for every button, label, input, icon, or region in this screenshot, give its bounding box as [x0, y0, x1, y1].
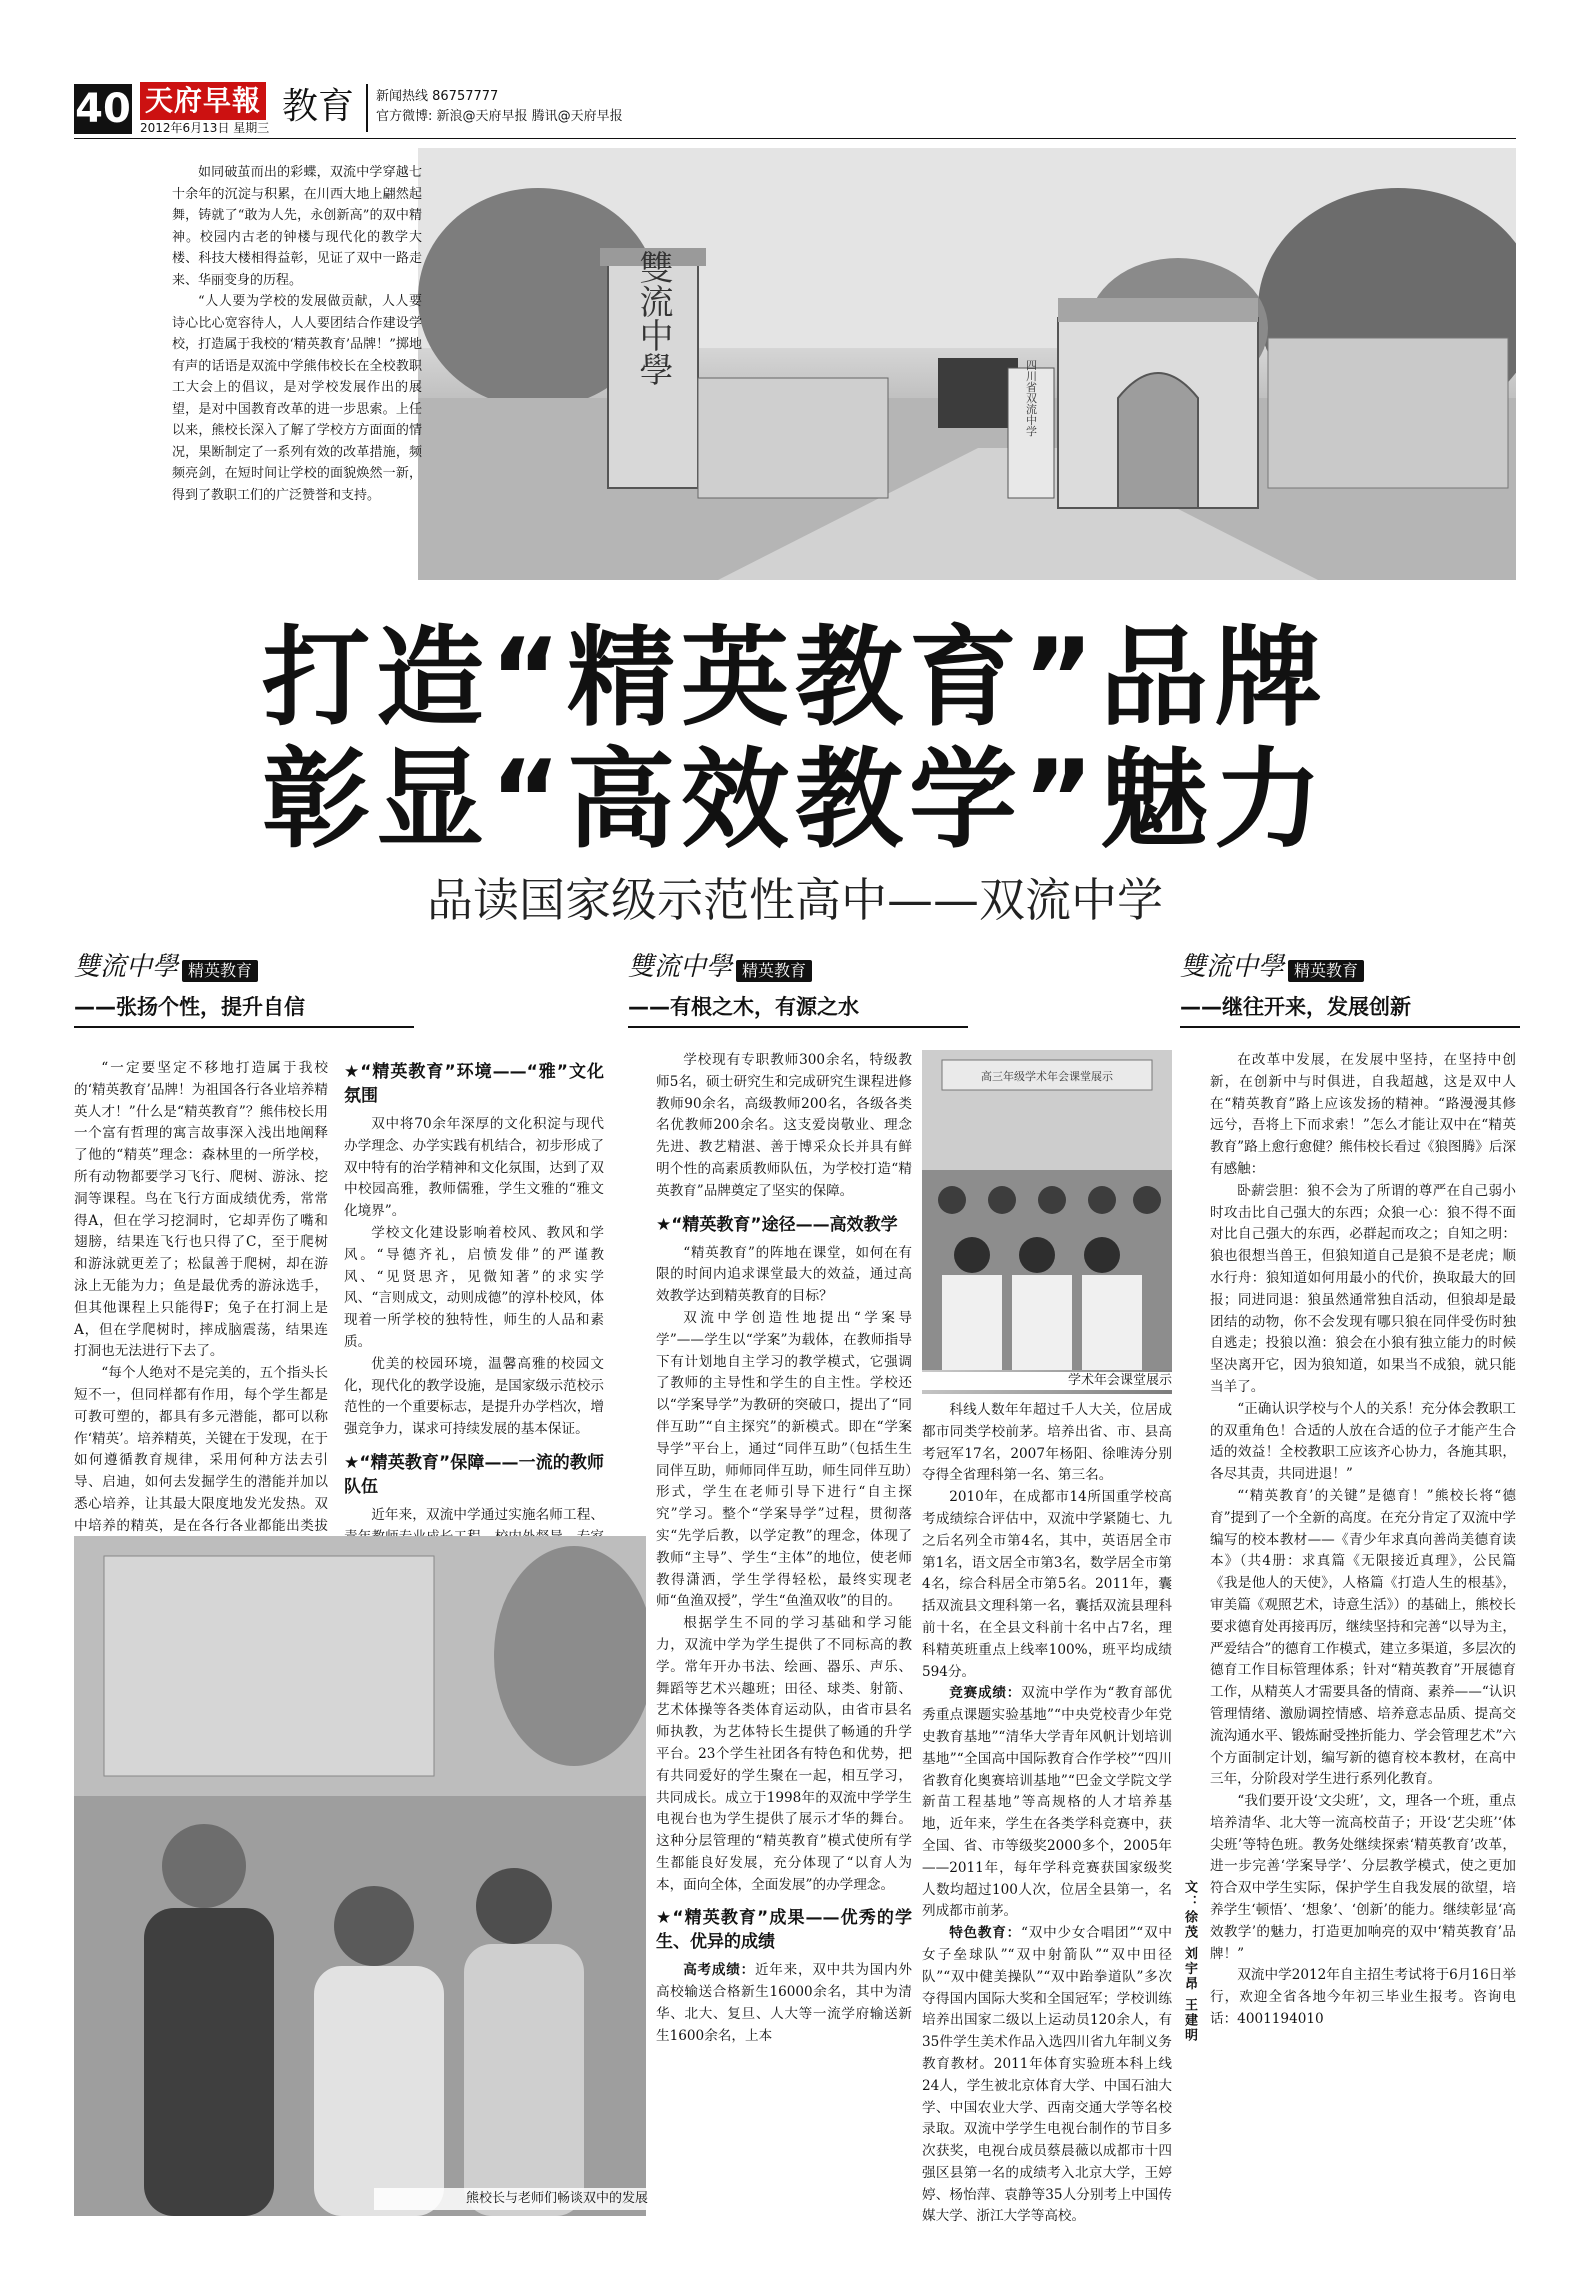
body-paragraph: 学校现有专职教师300余名，特级教师5名，硕士研究生和完成研究生课程进修教师90余名，高级教师200名，各级各类名优教师200余名。这支爱岗敬业、理念先进、教艺精湛、善于博采众长并具有鲜明个性的高素质教师队伍，为学校打造“精英教育”品牌奠定了坚实的保障。: [656, 1052, 912, 1199]
admission-notice: 双流中学2012年自主招生考试将于6月16日举行，欢迎全省各地今年初三毕业生报考。咨询电话：4001194010: [1210, 1967, 1516, 2028]
article-column-1: [74, 1058, 328, 1603]
school-logo: 雙流中學: [74, 952, 179, 982]
section-heading: ★“精英教育”途径——高效教学: [656, 1214, 898, 1235]
section-title: 教育: [282, 86, 355, 127]
column-tag: 精英教育: [1288, 960, 1364, 982]
principal-teachers-illustration: [74, 1536, 646, 2216]
classroom-photo: [922, 1050, 1172, 1394]
body-paragraph: 在改革中发展，在发展中坚持，在坚持中创新，在创新中与时俱进，自我超越，这是双中人在“精英教育”路上应该发扬的精神。“路漫漫其修远兮，吾将上下而求索！”怎么才能让双中在“精英教育”路上愈行愈健？熊伟校长看过《狼图腾》后深有感触：: [1210, 1052, 1517, 1177]
gate-board-text: 四川省双流中学: [1024, 359, 1038, 437]
masthead-rule: [74, 138, 1516, 139]
body-paragraph: “我们要开设‘文尖班’，文，理各一个班，重点培养清华、北大等一流高校苗子；开设‘艺尖班’‘体尖班’等特色班。教务处继续探索‘精英教育’改革，进一步完善‘学案导学’、分层教学模式，使之更加符合双中学生实际，保护学生自我发展的欲望，培养学生‘顿悟’、‘想象’、‘创新’的能力。继续彰显‘高效教学’的魅力，打造更加响亮的双中‘精英教育’品牌！”: [1210, 1793, 1516, 1962]
newspaper-logo: 天府早報: [140, 82, 266, 120]
issue-date: 2012年6月13日 星期三: [140, 121, 270, 135]
section-divider: [366, 84, 368, 132]
intro-paragraph: “人人要为学校的发展做贡献，人人要诗心比心宽容待人，人人要团结合作建设学校，打造属于我校的‘精英教育’品牌！”掷地有声的话语是双流中学熊伟校长在全校教职工大会上的倡议，是对学校发展作出的展望，是对中国教育改革的进一步思索。上任以来，熊校长深入了解了学校方方面面的情况，果断制定了一系列有效的改革措施，频频亮剑，在短时间让学校的面貌焕然一新，得到了教职工们的广泛赞誉和支持。: [172, 294, 422, 503]
news-hotline: 新闻热线 86757777: [376, 89, 499, 104]
photo-caption: 熊校长与老师们畅谈双中的发展: [374, 2188, 652, 2210]
column-subhead: ——有根之木，有源之水: [628, 995, 859, 1019]
section-heading: ★“精英教育”成果——优秀的学生、优异的成绩: [656, 1908, 912, 1953]
wolf-totem-quote: 卧薪尝胆：狼不会为了所谓的尊严在自己弱小时攻击比自己强大的东西；众狼一心：狼不得不面对比自己强大的东西，必群起而攻之；自知之明：狼也很想当兽王，但狼知道自己是狼不是老虎；顺水行舟：狼知道如何用最小的代价，换取最大的回报；同进同退：狼虽然通常独自活动，但狼却是最团结的动物，你不会发现有哪只狼在同伴受伤时独自逃走；投狼以渔：狼会在小狼有独立能力的时候坚决离开它，因为狼知道，如果当不成狼，就只能当羊了。: [1210, 1182, 1516, 1395]
intro-text: [172, 162, 422, 506]
article-column-4: [922, 1400, 1172, 2228]
column-head-2: [628, 950, 968, 1028]
principal-teachers-photo: [74, 1536, 646, 2216]
official-weibo: 官方微博: 新浪@天府早报 腾讯@天府早报: [376, 109, 623, 124]
body-paragraph: “一定要坚定不移地打造属于我校的‘精英教育’品牌！为祖国各行各业培养精英人才！”什么是“精英教育”？熊伟校长用一个富有哲理的寓言故事深入浅出地阐释了他的“精英”理念：森林里的一所学校，所有动物都要学习飞行、爬树、游泳、挖洞等课程。鸟在飞行方面成绩优秀，常常得A，但在学习挖洞时，它却弄伤了嘴和翅膀，结果连飞行也只得了C，至于爬树和游泳就更差了；松鼠善于爬树，却在游泳上无能为力；鱼是最优秀的游泳选手，但其他课程上只能得F；兔子在打洞上是A，但在学爬树时，摔成脑震荡，结果连打洞也无法进行下去了。: [74, 1060, 328, 1360]
classroom-illustration: [922, 1050, 1172, 1370]
headline-line-2: 彰显“高效教学”魅力: [262, 738, 1328, 863]
column-tag: 精英教育: [736, 960, 812, 982]
page-number: 40: [75, 86, 131, 132]
gate-pillar-text: 雙流中學: [633, 250, 673, 386]
body-paragraph: “‘精英教育’的关键”是德育！”熊校长将“德育”提到了一个全新的高度。在充分肯定了双流中学编写的校本教材——《青少年求真向善尚美德育读本》（共4册：求真篇《无限接近真理》，公民篇《我是他人的天使》，人格篇《打造人生的根基》，审美篇《观照艺术，诗意生活》）的基础上，熊校长要求德育处再接再厉，继续坚持和完善“以导为主，严爱结合”的德育工作模式，建立多渠道，多层次的德育工作目标管理体系；针对“精英教育”开展德育工作，从精英人才需要具备的情商、素养——“认识管理情绪、激励调控情感、培养意志品质、提高交流沟通水平、锻炼耐受挫折能力、学会管理艺术”六个方面制定计划，编写新的德育校本教材，在高中三年，分阶段对学生进行系列化教育。: [1210, 1487, 1517, 1788]
body-paragraph: [922, 1683, 1172, 1923]
body-paragraph: “正确认识学校与个人的关系！充分体会教职工的双重角色！合适的人放在合适的位子才能产生合适的效益！全校教职工应该齐心协力，各施其职，各尽其责，共同进退！”: [1210, 1400, 1517, 1483]
article-column-3: [656, 1050, 912, 2048]
column-head-3: [1180, 950, 1520, 1028]
body-paragraph: [922, 1923, 1172, 2228]
headline-subtitle: 品读国家级示范性高中——双流中学: [427, 873, 1163, 927]
body-paragraph: 双中将70余年深厚的文化积淀与现代办学理念、办学实践有机结合，初步形成了双中特有的治学精神和文化氛围，达到了双中校园高雅，教师儒雅，学生文雅的“雅文化境界”。: [344, 1116, 604, 1220]
column-tag: 精英教育: [182, 960, 258, 982]
article-column-5: [1210, 1050, 1516, 2031]
column-rule: [1180, 1026, 1520, 1028]
column-rule: [628, 1026, 968, 1028]
body-paragraph: “每个人绝对不是完美的，五个指头长短不一，但同样都有作用，每个学生都是可教可塑的，都具有多元潜能，都可以称作‘精英’。培养精英，关键在于发现，在于如何遵循教育规律，采用何种方法去引导、启迪，如何去发掘学生的潜能并加以悉心培养，让其最大限度地发光发热。双中培养的精英，是在各行各业都能出类拔: [74, 1365, 328, 1534]
body-paragraph: 根据学生不同的学习基础和学习能力，双流中学为学生提供了不同标高的教学。常年开办书法、绘画、器乐、声乐、舞蹈等艺术兴趣班；田径、球类、射箭、艺术体操等各类体育运动队，由省市县名师执教，为艺体特长生提供了畅通的升学平台。23个学生社团各有特色和优势，把有共同爱好的学生聚在一起，相互学习，共同成长。成立于1998年的双流中学学生电视台也为学生提供了展示才华的舞台。这种分层管理的“精英教育”模式使所有学生都能良好发展，充分体现了“以育人为本，面向全体，全面发展”的办学理念。: [656, 1615, 912, 1893]
byline: 文：徐茂 刘宇昂 王建明: [1182, 1880, 1197, 2044]
body-paragraph: 学校文化建设影响着校风、教风和学风。“导德齐礼，启愤发俳”的严谨教风、“见贤思齐，见微知著”的求实学风、“言则成文，动则成德”的淳朴校风，体现着一所学校的独特性，师生的人品和素质。: [344, 1224, 604, 1350]
body-paragraph: 科线人数年年超过千人大关，位居成都市同类学校前茅。培养出省、市、县高考冠军17名，2007年杨阳、徐唯涛分别夺得全省理科第一名、第三名。: [922, 1402, 1172, 1484]
body-paragraph: 2010年，在成都市14所国重学校高考成绩综合评估中，双流中学紧随七、九之后名列全市第4名，其中，英语居全市第1名，语文居全市第3名，数学居全市第4名，综合科居全市第5名。2011年，囊括双流县文理科第一名，囊括双流县理科前十名，在全县文科前十名中占7名，理科精英班重点上线率100%，班平均成绩594分。: [922, 1489, 1172, 1680]
body-paragraph: [656, 1960, 912, 2047]
school-logo: 雙流中學: [628, 952, 733, 982]
paragraph-lead: 竞赛成绩：: [949, 1685, 1022, 1702]
school-gate-illustration: [418, 148, 1516, 580]
body-paragraph: 近年来，双流中学通过实施名师工程、: [371, 1506, 604, 1523]
headline-line-1: 打造“精英教育”品牌: [262, 616, 1328, 741]
column-head-1: [74, 950, 414, 1028]
body-paragraph: 优美的校园环境，温馨高雅的校园文化，现代化的教学设施，是国家级示范校示范性的一个重要标志，是提升办学档次，增强竞争力，谋求可持续发展的基本保证。: [344, 1355, 604, 1438]
column-rule: [74, 1026, 414, 1028]
body-paragraph: 双流中学创造性地提出“学案导学”——学生以“学案”为载体，在教师指导下有计划地自主学习的教学模式，它强调了教师的主导性和学生的自主性。学校还以“学案导学”为教研的突破口，提出了“同伴互助”“自主探究”的新模式。即在“学案导学”平台上，通过“同伴互助”（包括生生同伴互助，师师同伴互助，师生同伴互助）形式，学生在老师引导下进行“自主探究”学习。整个“学案导学”过程，贯彻落实“先学后教，以学定教”的理念，体现了教师“主导”、学生“主体”的地位，使老师教得潇洒，学生学得轻松，最终实现老师“鱼渔双授”，学生“鱼渔双收”的目的。: [656, 1309, 912, 1610]
section-heading: ★“精英教育”保障——一流的教师队伍: [344, 1452, 604, 1497]
column-subhead: ——张扬个性，提升自信: [74, 995, 305, 1019]
photo-caption: 学术年会课堂展示: [922, 1372, 1172, 1390]
column-subhead: ——继往开来，发展创新: [1180, 995, 1411, 1019]
body-paragraph: “精英教育”的阵地在课堂，如何在有限的时间内追求课堂最大的效益，通过高效教学达到精英教育的目标？: [656, 1244, 912, 1305]
intro-paragraph: 如同破茧而出的彩蝶，双流中学穿越七十余年的沉淀与积累，在川西大地上翩然起舞，铸就了“敢为人先，永创新高”的双中精神。校园内古老的钟楼与现代化的教学大楼、科技大楼相得益彰，见证了双中一路走来、华丽变身的历程。: [172, 165, 422, 288]
paragraph-text: “双中少女合唱团”“双中女子垒球队”“双中射箭队”“双中田径队”“双中健美操队”“双中跆拳道队”多次夺得国内国际大奖和全国冠军；学校训练培养出国家二级以上运动员120余人，有35件学生美术作品入选四川省九年制义务教育教材。2011年体育实验班本科上线24人，学生被北京体育大学、中国石油大学、中国农业大学、西南交通大学等名校录取。双流中学学生电视台制作的节目多次获奖，电视台成员蔡晨薇以成都市十四强区县第一名的成绩考入北京大学，王婷婷、杨怡萍、袁静等35人分别考上中国传媒大学、浙江大学等高校。: [922, 1925, 1172, 2225]
paragraph-lead: 特色教育：: [949, 1925, 1022, 1942]
paragraph-text: 近年来，双中共为国内外高校输送合格新生16000余名，其中为清华、北大、复旦、人大等一流学府输送新生1600余名，上本: [656, 1962, 913, 2044]
paragraph-text: 双流中学作为“教育部优秀重点课题实验基地”“中央党校青少年党史教育基地”“清华大学青年风帆计划培训基地”“全国高中国际教育合作学校”“四川省教育化奥赛培训基地”“巴金文学院文学新苗工程基地”等高规格的人才培养基地，近年来，学生在各类学科竞赛中，获全国、省、市等级奖2000多个，2005年——2011年，每年学科竞赛获国家级奖人数均超过100人次，位居全县第一，名列成都市前茅。: [922, 1685, 1172, 1920]
school-logo: 雙流中學: [1180, 952, 1285, 982]
section-heading: ★“精英教育”环境——“雅”文化氛围: [344, 1062, 604, 1106]
school-gate-photo: [418, 148, 1516, 580]
classroom-banner: 高三年级学术年会课堂展示: [981, 1070, 1113, 1083]
paragraph-lead: 高考成绩：: [683, 1962, 755, 1979]
